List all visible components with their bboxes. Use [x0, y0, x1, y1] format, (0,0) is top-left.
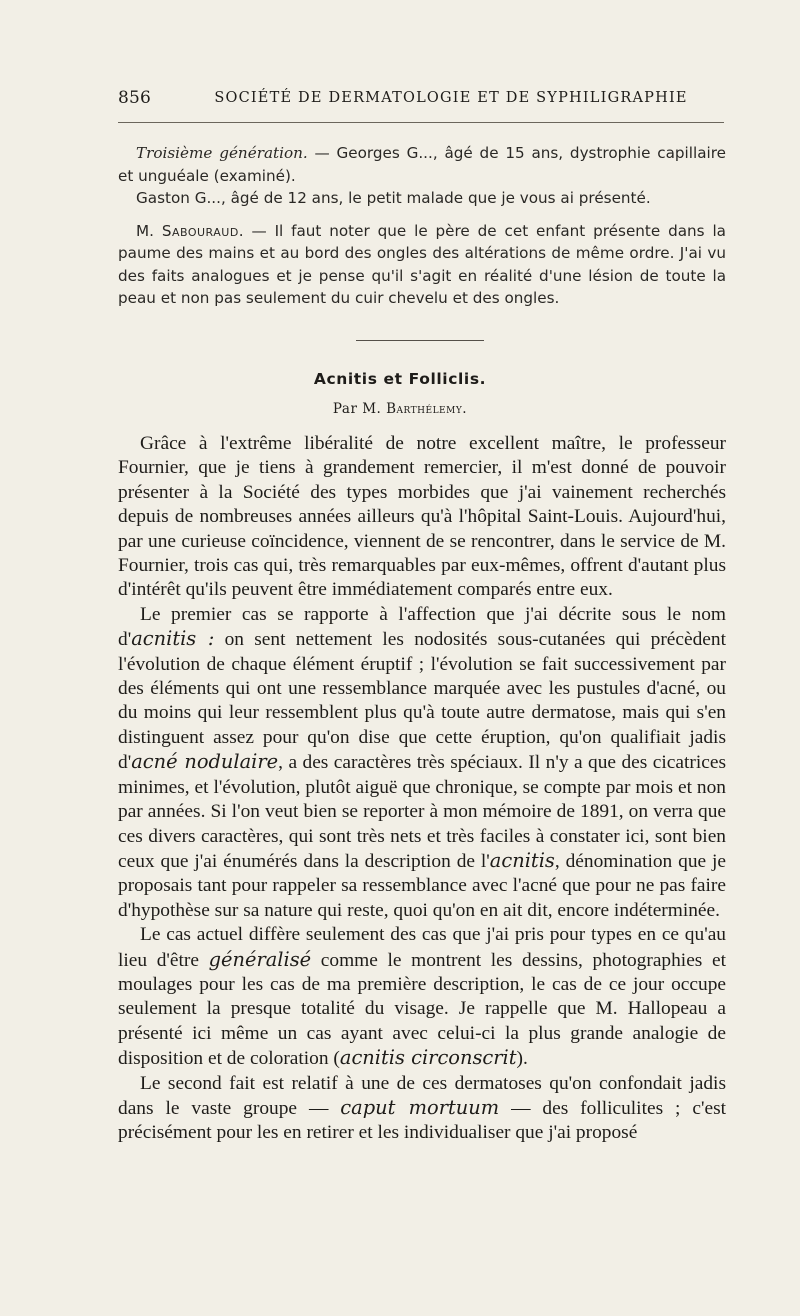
speaker-name: Sabouraud [161, 221, 239, 240]
article-paragraph-3: Le cas actuel diffère seulement des cas que j'ai pris pour types en ce qu'au lieu d'être généralisé comme le montrent les dessins, photographies et moulages pour les cas de ma première description, le cas de ce jour occupe seulement la presque totalité du visage. Je rappelle que M. Hallopeau a présenté ici même un cas ayant avec celui-ci la plus grande analogie de disposition et de coloration (acnitis circonscrit). [118, 924, 726, 1070]
preamble-paragraph-2: Gaston G..., âgé de 12 ans, le petit malade que je vous ai présenté. [136, 189, 651, 207]
article-author: Par M. Barthélemy. [332, 401, 468, 417]
page-number: 856 [118, 88, 152, 108]
article-title: Acnitis et Folliclis. [313, 370, 487, 388]
section-divider [356, 340, 484, 341]
generation-label: Troisième génération. [136, 144, 308, 162]
running-header [118, 88, 724, 108]
article-paragraph-2: Le premier cas se rapporte à l'affection que j'ai décrite sous le nom d'acnitis : on sent nettement les nodosités sous-cutanées qui précèdent l'évolution de chaque élément éruptif ; l'évolution se fait successivement par des éléments qui ont une ressemblance marquée avec les pustules d'acné, ou du moins qui leur ressemblent plus qu'à toute autre dermatose, mais qui s'en distinguent assez pour qu'on dise que cette éruption, qu'on qualifiait jadis d'acné nodulaire, a des caractères très spéciaux. Il n'y a que des cicatrices minimes, et l'évolution, plutôt aiguë que chronique, se compte par mois et non par années. Si l'on veut bien se reporter à mon mémoire de 1891, on verra que ces divers caractères, qui sont très nets et très faciles à constater ici, sont bien ceux que j'ai énumérés dans la description de l'acnitis, dénomination que je proposais tant pour rappeler sa ressemblance avec l'acné que pour ne pas faire d'hypothèse sur sa nature qui reste, quoi qu'on en ait dit, encore indéterminée. [118, 603, 727, 921]
article-paragraph-1: Grâce à l'extrême libéralité de notre excellent maître, le professeur Fournier, que je tiens à grandement remercier, il m'est donné de pouvoir présenter à la Société des types morbides que j'ai vainement recherchés depuis de nombreuses années ailleurs qu'à l'hôpital Saint-Louis. Aujourd'hui, par une curieuse coïncidence, viennent de se rencontrer, dans le service de M. Fournier, trois cas qui, très remarquables par eux-mêmes, offrent d'autant plus d'intérêt qu'ils peuvent être immédiatement comparés entre eux. [118, 433, 726, 601]
article-paragraph-4: Le second fait est relatif à une de ces dermatoses qu'on confondait jadis dans le vaste groupe — caput mortuum — des folliculites ; c'est précisément pour les en retirer et les individualiser que j'ai proposé [118, 1072, 727, 1144]
running-title: SOCIÉTÉ DE DERMATOLOGIE ET DE SYPHILIGRAPHIE [214, 90, 688, 106]
preamble-paragraph-1: Troisième génération. — Georges G..., âgé de 15 ans, dystrophie capillaire et unguéale (examiné). [118, 144, 726, 185]
author-name: Barthélemy [386, 401, 463, 417]
article-body [118, 432, 726, 1146]
preamble-paragraph-3: M. Sabouraud. — Il faut noter que le père de cet enfant présente dans la paume des mains et au bord des ongles des altérations de même ordre. J'ai vu des faits analogues et je pense qu'il s'agit en réalité d'une lésion de toute la peau et non pas seulement du cuir chevelu et des ongles. [118, 221, 726, 307]
preamble [118, 142, 726, 310]
header-rule [118, 122, 724, 123]
